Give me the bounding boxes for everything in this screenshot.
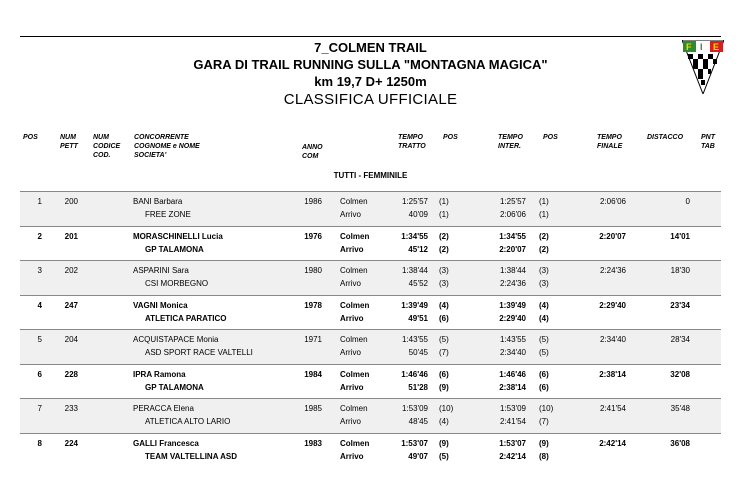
race-distance: km 19,7 D+ 1250m xyxy=(314,74,427,89)
cell-pett: 228 xyxy=(64,369,78,379)
cell-t2: 40'09 xyxy=(408,210,428,219)
col-tempo-finale: TEMPO FINALE xyxy=(597,134,623,150)
cell-i2: 2:06'06 xyxy=(500,210,526,219)
cell-i2: 2:24'36 xyxy=(500,279,526,288)
cell-pett: 200 xyxy=(64,197,78,206)
cell-i2: 2:41'54 xyxy=(500,417,526,426)
cell-t2: 51'28 xyxy=(408,382,428,392)
cell-name: ACQUISTAPACE Monia xyxy=(133,335,219,344)
cell-pett: 247 xyxy=(64,300,78,310)
col-pos-tratto: POS xyxy=(443,134,458,141)
cell-pi1: (2) xyxy=(539,231,549,241)
cell-pi2: (2) xyxy=(539,244,549,254)
cell-i1: 1:43'55 xyxy=(500,335,526,344)
cell-name: MORASCHINELLI Lucia xyxy=(133,231,223,241)
cell-pett: 202 xyxy=(64,266,78,275)
cell-i1: 1:39'49 xyxy=(499,300,526,310)
cell-t1: 1:43'55 xyxy=(402,335,428,344)
cell-i2: 2:42'14 xyxy=(499,451,526,461)
cell-pos: 5 xyxy=(37,335,42,344)
fie-logo xyxy=(682,40,724,94)
cell-ps1: (2) xyxy=(439,231,449,241)
cell-ps1: (6) xyxy=(439,369,449,379)
table-row xyxy=(20,434,721,468)
cell-pos: 7 xyxy=(37,404,42,413)
cell-pi1: (9) xyxy=(539,438,549,448)
cell-t2: 45'12 xyxy=(408,244,428,254)
cell-pett: 204 xyxy=(64,335,78,344)
col-distacco: DISTACCO xyxy=(647,134,684,141)
logo-letter-e: E xyxy=(713,42,720,52)
col-pnt-tab: PNT TAB xyxy=(701,134,715,150)
cell-pi1: (10) xyxy=(539,404,554,413)
cell-anno: 1984 xyxy=(304,369,322,379)
table-row xyxy=(20,261,721,295)
cell-dist: 14'01 xyxy=(670,231,690,241)
cell-fin: 2:41'54 xyxy=(600,404,626,413)
cell-i1: 1:53'09 xyxy=(500,404,526,413)
cell-pi2: (1) xyxy=(539,210,549,219)
cell-fin: 2:06'06 xyxy=(600,197,626,206)
cell-pos: 6 xyxy=(37,369,42,379)
cell-i2: 2:38'14 xyxy=(499,382,526,392)
cell-ps2: (5) xyxy=(439,451,449,461)
cell-name: BANI Barbara xyxy=(133,197,183,206)
cell-ps2: (9) xyxy=(439,382,449,392)
col-pos: POS xyxy=(23,134,38,141)
cell-ps2: (2) xyxy=(439,244,449,254)
cell-pi1: (5) xyxy=(539,335,549,344)
cell-t1: 1:53'07 xyxy=(401,438,428,448)
col-tempo-inter: TEMPO INTER. xyxy=(498,134,523,150)
cell-p2: Arrivo xyxy=(340,244,364,254)
cell-ps1: (3) xyxy=(439,266,449,275)
cell-p1: Colmen xyxy=(340,266,368,275)
cell-ps1: (4) xyxy=(439,300,449,310)
cell-pos: 3 xyxy=(37,266,42,275)
cell-p1: Colmen xyxy=(340,197,368,206)
cell-p2: Arrivo xyxy=(340,451,364,461)
cell-t1: 1:39'49 xyxy=(401,300,428,310)
cell-p2: Arrivo xyxy=(340,382,364,392)
cell-name: VAGNI Monica xyxy=(133,300,188,310)
cell-dist: 18'30 xyxy=(670,266,690,275)
cell-i1: 1:34'55 xyxy=(499,231,526,241)
cell-fin: 2:24'36 xyxy=(600,266,626,275)
cell-anno: 1978 xyxy=(304,300,322,310)
cell-dist: 32'08 xyxy=(670,369,690,379)
cell-i1: 1:53'07 xyxy=(499,438,526,448)
logo-letter-i: I xyxy=(700,42,703,52)
col-num-codice: NUM CODICE COD. xyxy=(93,134,121,159)
cell-ps2: (6) xyxy=(439,313,449,323)
ranking-title: CLASSIFICA UFFICIALE xyxy=(283,91,458,108)
cell-team: ASD SPORT RACE VALTELLI xyxy=(145,348,253,357)
cell-ps2: (3) xyxy=(439,279,449,288)
cell-p1: Colmen xyxy=(340,404,368,413)
cell-ps2: (4) xyxy=(439,417,449,426)
table-row xyxy=(20,399,721,433)
col-num-pett: NUM PETT xyxy=(60,134,78,150)
cell-pi1: (1) xyxy=(539,197,549,206)
cell-pi2: (3) xyxy=(539,279,549,288)
cell-anno: 1983 xyxy=(304,438,322,448)
cell-team: FREE ZONE xyxy=(145,210,191,219)
cell-anno: 1985 xyxy=(304,404,322,413)
cell-pi2: (8) xyxy=(539,451,549,461)
cell-ps1: (5) xyxy=(439,335,449,344)
cell-fin: 2:34'40 xyxy=(600,335,626,344)
race-subtitle: GARA DI TRAIL RUNNING SULLA "MONTAGNA MAGICA" xyxy=(193,57,548,72)
cell-fin: 2:20'07 xyxy=(599,231,626,241)
cell-i2: 2:29'40 xyxy=(499,313,526,323)
cell-name: PERACCA Elena xyxy=(133,404,194,413)
cell-t1: 1:38'44 xyxy=(402,266,428,275)
cell-i1: 1:38'44 xyxy=(500,266,526,275)
table-row xyxy=(20,296,721,330)
cell-p2: Arrivo xyxy=(340,348,361,357)
cell-dist: 35'48 xyxy=(670,404,690,413)
cell-t2: 49'51 xyxy=(408,313,428,323)
cell-pi1: (3) xyxy=(539,266,549,275)
cell-ps1: (1) xyxy=(439,197,449,206)
cell-pi2: (6) xyxy=(539,382,549,392)
cell-anno: 1980 xyxy=(304,266,322,275)
col-pos-inter: POS xyxy=(543,134,558,141)
cell-t1: 1:34'55 xyxy=(401,231,428,241)
cell-ps2: (7) xyxy=(439,348,449,357)
cell-team: TEAM VALTELLINA ASD xyxy=(145,451,237,461)
cell-ps1: (10) xyxy=(439,404,454,413)
cell-team: GP TALAMONA xyxy=(145,382,204,392)
cell-i2: 2:20'07 xyxy=(499,244,526,254)
cell-i2: 2:34'40 xyxy=(500,348,526,357)
cell-fin: 2:42'14 xyxy=(599,438,626,448)
cell-p2: Arrivo xyxy=(340,417,361,426)
category-heading: TUTTI - FEMMINILE xyxy=(333,171,408,180)
col-anno: ANNO COM xyxy=(302,144,323,160)
cell-p1: Colmen xyxy=(340,231,370,241)
cell-fin: 2:29'40 xyxy=(599,300,626,310)
cell-pos: 8 xyxy=(37,438,42,448)
cell-dist: 28'34 xyxy=(670,335,690,344)
cell-pi1: (4) xyxy=(539,300,549,310)
col-tempo-tratto: TEMPO TRATTO xyxy=(398,134,426,150)
cell-pett: 201 xyxy=(64,231,78,241)
cell-t2: 50'45 xyxy=(408,348,428,357)
table-row xyxy=(20,330,721,364)
cell-ps2: (1) xyxy=(439,210,449,219)
cell-p1: Colmen xyxy=(340,300,370,310)
cell-p2: Arrivo xyxy=(340,210,361,219)
table-row xyxy=(20,365,721,399)
table-row xyxy=(20,227,721,261)
cell-pos: 2 xyxy=(37,231,42,241)
logo-letter-f: F xyxy=(686,42,692,52)
cell-dist: 0 xyxy=(685,197,690,206)
cell-anno: 1986 xyxy=(304,197,322,206)
cell-p1: Colmen xyxy=(340,438,370,448)
col-concorrente: CONCORRENTE COGNOME e NOME SOCIETA' xyxy=(134,134,200,159)
cell-t2: 49'07 xyxy=(408,451,428,461)
cell-p2: Arrivo xyxy=(340,279,361,288)
cell-t1: 1:53'09 xyxy=(402,404,428,413)
cell-anno: 1976 xyxy=(304,231,322,241)
cell-pi2: (4) xyxy=(539,313,549,323)
cell-t1: 1:25'57 xyxy=(402,197,428,206)
cell-ps1: (9) xyxy=(439,438,449,448)
top-rule xyxy=(20,36,721,37)
cell-pi2: (5) xyxy=(539,348,549,357)
cell-i1: 1:46'46 xyxy=(499,369,526,379)
cell-team: ATLETICA PARATICO xyxy=(145,313,227,323)
cell-p1: Colmen xyxy=(340,335,368,344)
cell-pi2: (7) xyxy=(539,417,549,426)
cell-dist: 36'08 xyxy=(670,438,690,448)
cell-team: CSI MORBEGNO xyxy=(145,279,209,288)
cell-team: GP TALAMONA xyxy=(145,244,204,254)
cell-name: IPRA Ramona xyxy=(133,369,186,379)
cell-pos: 4 xyxy=(37,300,42,310)
cell-t2: 48'45 xyxy=(408,417,428,426)
cell-pett: 224 xyxy=(64,438,78,448)
cell-anno: 1971 xyxy=(304,335,322,344)
cell-t1: 1:46'46 xyxy=(401,369,428,379)
cell-p1: Colmen xyxy=(340,369,370,379)
cell-p2: Arrivo xyxy=(340,313,364,323)
table-row xyxy=(20,192,721,226)
cell-i1: 1:25'57 xyxy=(500,197,526,206)
cell-name: GALLI Francesca xyxy=(133,438,199,448)
cell-pi1: (6) xyxy=(539,369,549,379)
cell-team: ATLETICA ALTO LARIO xyxy=(145,417,231,426)
cell-name: ASPARINI Sara xyxy=(133,266,189,275)
cell-fin: 2:38'14 xyxy=(599,369,626,379)
cell-t2: 45'52 xyxy=(408,279,428,288)
cell-pett: 233 xyxy=(64,404,78,413)
race-name: 7_COLMEN TRAIL xyxy=(314,40,427,55)
cell-pos: 1 xyxy=(37,197,42,206)
cell-dist: 23'34 xyxy=(670,300,690,310)
